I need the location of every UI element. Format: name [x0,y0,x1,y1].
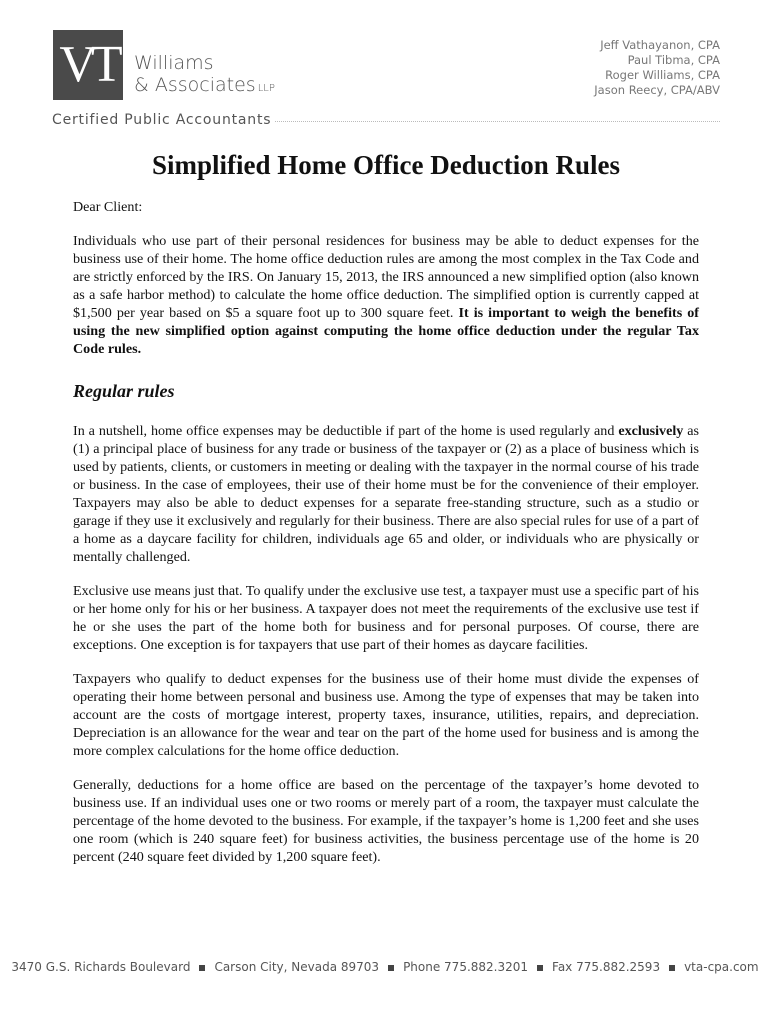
body-paragraph: Generally, deductions for a home office are based on the percentage of the taxpayer’s home devoted to business use. If an individual uses one or two rooms or merely part of a room, the taxpayer must calculate the percentage of the home devoted to the business. For example, if the taxpayer’s home is 1,200 feet and she uses one room (which is 240 square feet) for business activities, the business percentage use of the home is 20 percent (240 square feet divided by 1,200 square feet). [73,777,699,865]
body-paragraph: Exclusive use means just that. To qualify under the exclusive use test, a taxpayer must use a specific part of his or her home only for his or her business. A taxpayer does not meet the requirements of the exclusive use test if he or she uses the part of the home both for business and for personal purposes. Of course, there are exceptions. One exception is for taxpayers that use part of their homes as daycare facilities. [73,583,699,653]
partner-name: Paul Tibma, CPA [627,53,720,67]
paragraph-text: In a nutshell, home office expenses may be deductible if part of the home is used regularly and [73,423,619,439]
intro-text: Individuals who use part of their personal residences for business may be able to deduct expenses for the business use of their home. The home office deduction rules are among the most complex in the Tax Code and are strictly enforced by the IRS. On January 15, 2013, the IRS announced a new simplified option (also known as a safe harbor method) to calculate the home office deduction. The simplified option is currently capped at $1,500 per year based on $5 a square foot up to 300 square feet. [73,233,699,321]
footer-phone: Phone 775.882.3201 [403,960,529,974]
letterhead [0,0,770,140]
letter-body [73,148,699,882]
body-paragraph: Taxpayers who qualify to deduct expenses for the business use of their home must divide the expenses of operating their home between personal and business use. Among the type of expenses that may be taken into account are the costs of mortgage interest, property taxes, insurance, utilities, repairs, and depreciation. Depreciation is an allowance for the wear and tear on the part of the home used for business and is among the more complex calculations for the home office deduction. [73,671,699,759]
separator-square-icon [388,965,394,971]
letterhead-footer [0,960,770,974]
partner-name: Jeff Vathayanon, CPA [600,38,720,52]
footer-fax: Fax 775.882.2593 [552,960,661,974]
salutation: Dear Client: [73,199,143,215]
separator-square-icon [537,965,543,971]
footer-website: vta-cpa.com [684,960,759,974]
firm-suffix: LLP [257,83,275,94]
firm-name [134,52,275,100]
firm-logo: VT [53,30,123,100]
footer-city: Carson City, Nevada 89703 [214,960,380,974]
separator-square-icon [199,965,205,971]
section-heading: Regular rules [73,381,175,401]
document-title: Simplified Home Office Deduction Rules [152,150,620,180]
separator-square-icon [669,965,675,971]
firm-name-line2: & Associates [134,74,256,96]
firm-tagline: Certified Public Accountants [52,112,272,128]
intro-paragraph [73,232,699,358]
header-divider [275,121,720,122]
partner-name: Roger Williams, CPA [605,68,720,82]
paragraph-text: as (1) a principal place of business for any trade or business of the taxpayer or (2) as a place of business which is used by patients, clients, or customers in meeting or dealing with the taxpayer in the normal course of his trade or business. In the case of employees, their use of their home must be for the convenience of their employer. Taxpayers may also be able to deduct expenses for a separate free-standing structure, such as a studio or garage if they use it exclusively and regularly for their business. There are also special rules for use of a part of a home as a daycare facility for children, individuals age 65 and older, or individuals who are physically or mentally challenged. [73,423,700,565]
firm-name-line1: Williams [134,52,214,74]
paragraph-emphasis: exclusively [618,423,684,439]
body-paragraph [73,422,699,566]
partner-name: Jason Reecy, CPA/ABV [594,83,720,97]
partner-list [594,38,720,98]
footer-address: 3470 G.S. Richards Boulevard [11,960,191,974]
intro-emphasis: It is important to weigh the benefits of using the new simplified option against computing the home office deduction under the regular Tax Code rules. [73,305,699,357]
